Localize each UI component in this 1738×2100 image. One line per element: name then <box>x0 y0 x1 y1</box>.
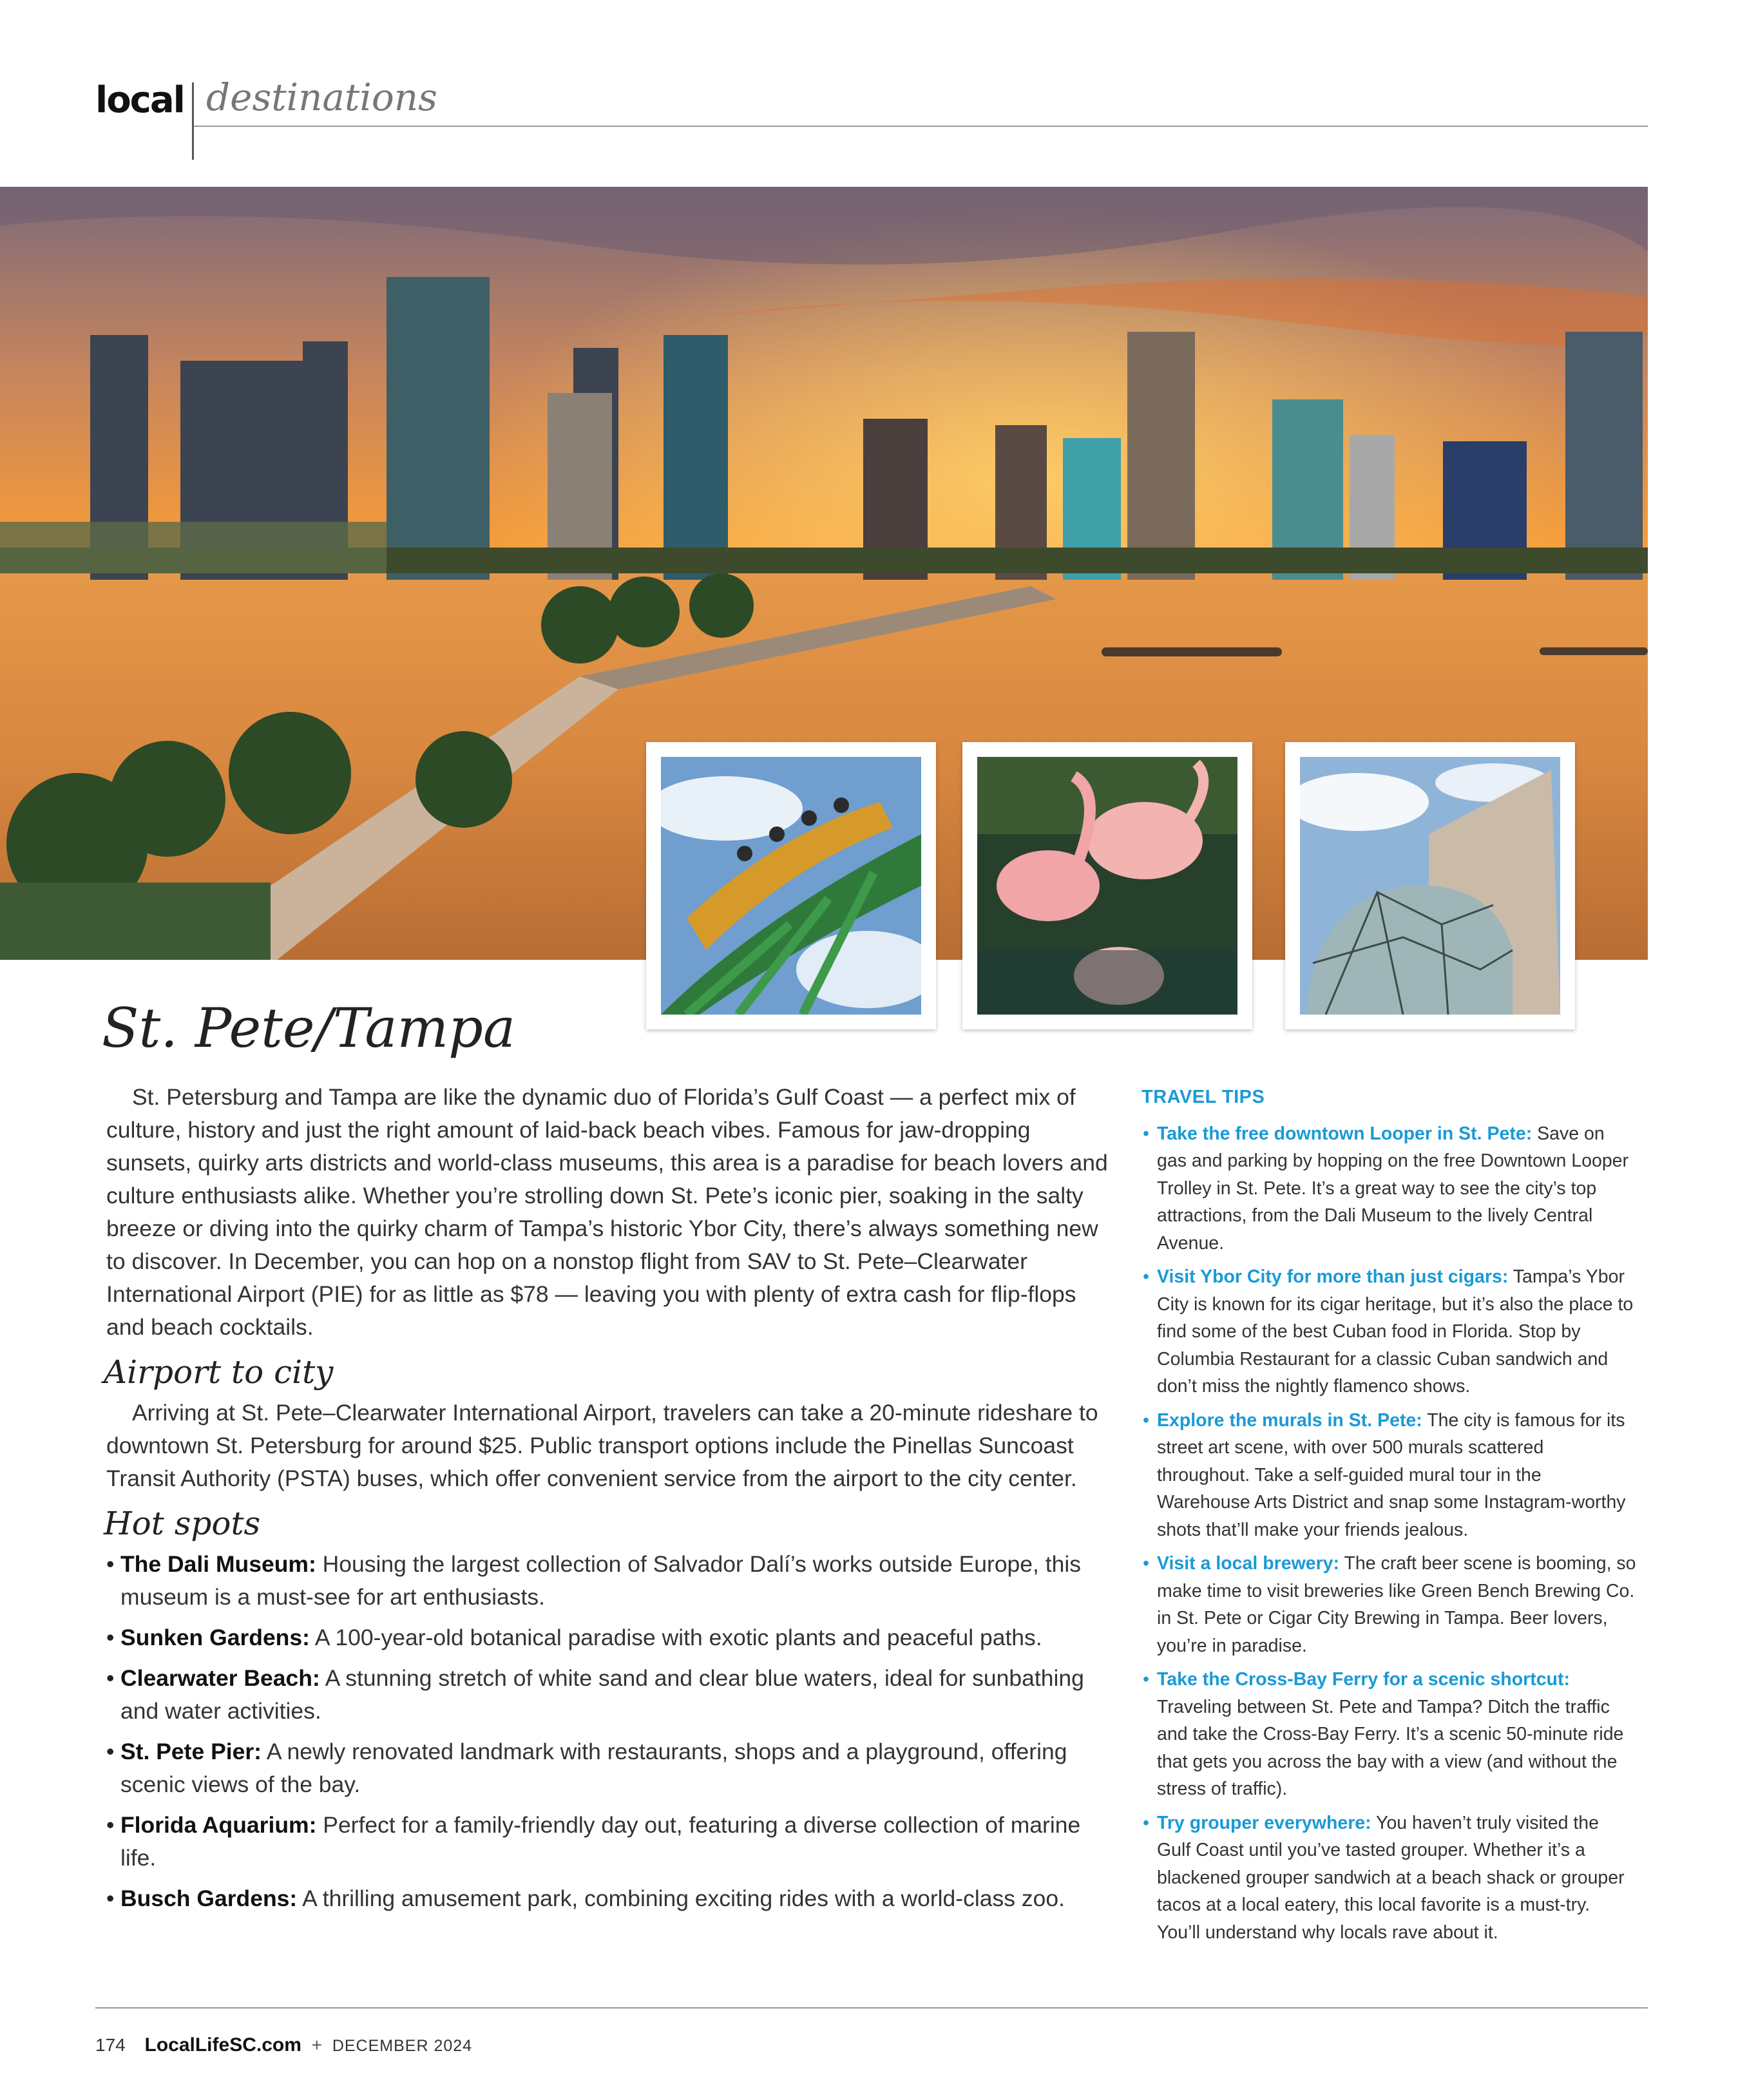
airport-paragraph: Arriving at St. Pete–Clearwater International Airport, travelers can take a 20-minute rideshare to downtown St. Petersburg for around $25. Public transport options include the Pinellas Suncoast Transit Authority (PSTA) buses, which offer convenient service from the airport to the city center. <box>106 1400 1098 1491</box>
page-number: 174 <box>95 2035 126 2055</box>
list-item <box>106 1882 1114 1915</box>
hotspots-list <box>106 1548 1114 1915</box>
hotspot-name: The Dali Museum: <box>120 1551 316 1577</box>
footer <box>95 2036 472 2055</box>
footer-rule <box>95 2007 1648 2009</box>
list-item <box>1141 1120 1636 1257</box>
tip-text: Save on gas and parking by hopping on the free Downtown Looper Trolley in St. Pete. It’s a great way to see the city’s top attractions, from the Dali Museum to the lively Central Avenue. <box>1157 1123 1629 1254</box>
tip-title: Visit a local brewery: <box>1157 1553 1340 1574</box>
issue-date: DECEMBER 2024 <box>332 2037 473 2055</box>
tip-text: Tampa’s Ybor City is known for its cigar heritage, but it’s also the place to find some of the best Cuban food in Florida. Stop by Columbia Restaurant for a classic Cuban sandwich and don’t miss the nightly flamenco shows. <box>1157 1266 1634 1397</box>
travel-tips-sidebar <box>1141 1083 1636 1952</box>
hotspot-name: Clearwater Beach: <box>120 1665 320 1691</box>
section-label: local <box>95 79 184 121</box>
inset-photo-dali-museum <box>1285 742 1575 1029</box>
subsection-label: destinations <box>206 75 437 119</box>
site-link[interactable]: LocalLifeSC.com <box>144 2034 301 2056</box>
article-body <box>106 1081 1114 1923</box>
hotspot-name: Sunken Gardens: <box>120 1625 310 1650</box>
list-item <box>106 1735 1114 1801</box>
tip-title: Take the Cross-Bay Ferry for a scenic shortcut: <box>1157 1669 1570 1690</box>
tip-title: Explore the murals in St. Pete: <box>1157 1409 1422 1431</box>
airport-heading: Airport to city <box>104 1353 334 1391</box>
list-item <box>1141 1407 1636 1544</box>
hotspot-text: A stunning stretch of white sand and clear blue waters, ideal for sunbathing and water activities. <box>120 1665 1084 1724</box>
tip-text: You haven’t truly visited the Gulf Coast until you’ve tasted grouper. Whether it’s a blackened grouper sandwich at a beach shack or grouper tacos at a local eatery, this local favorite is a must-try. You’ll understand why locals rave about it. <box>1157 1812 1625 1943</box>
header-rule <box>193 126 1648 127</box>
hotspot-text: A 100-year-old botanical paradise with exotic plants and peaceful paths. <box>314 1625 1042 1650</box>
tip-title: Visit Ybor City for more than just cigars: <box>1157 1266 1509 1287</box>
tip-text: The city is famous for its street art scene, with over 500 murals scattered throughout. Take a self-guided mural tour in the Warehouse Arts District and snap some Instagram-worthy shots that’ll make your friends jealous. <box>1157 1409 1626 1540</box>
header-divider <box>192 82 194 160</box>
hotspot-name: Busch Gardens: <box>120 1885 298 1911</box>
intro-paragraph: St. Petersburg and Tampa are like the dynamic duo of Florida’s Gulf Coast — a perfect mix of culture, history and just the right amount of laid-back beach vibes. Famous for jaw-dropping sunsets, quirky arts districts and world-class museums, this area is a paradise for beach lovers and culture enthusiasts alike. Whether you’re strolling down St. Pete’s iconic pier, soaking in the salty breeze or diving into the quirky charm of Tampa’s historic Ybor City, there’s always something new to discover. In December, you can hop on a nonstop flight from SAV to St. Pete–Clearwater International Airport (PIE) for as little as $78 — leaving you with plenty of extra cash for flip-flops and beach cocktails. <box>106 1084 1108 1340</box>
tip-text: The craft beer scene is booming, so make time to visit breweries like Green Bench Brewing Co. in St. Pete or Cigar City Brewing in Tampa. Beer lovers, you’re in paradise. <box>1157 1553 1636 1656</box>
list-item <box>106 1809 1114 1875</box>
footer-separator: + <box>311 2035 323 2055</box>
list-item <box>106 1621 1114 1654</box>
list-item <box>106 1662 1114 1728</box>
tip-title: Take the free downtown Looper in St. Pete: <box>1157 1123 1533 1144</box>
list-item <box>106 1548 1114 1614</box>
inset-photo-flamingos <box>962 742 1252 1029</box>
list-item <box>1141 1666 1636 1803</box>
article-title: St. Pete/Tampa <box>102 997 516 1060</box>
list-item <box>1141 1550 1636 1659</box>
tip-text: Traveling between St. Pete and Tampa? Ditch the traffic and take the Cross-Bay Ferry. It’s a scenic 50-minute ride that gets you across the bay with a view (and without the stress of traffic). <box>1157 1696 1624 1799</box>
list-item <box>1141 1809 1636 1947</box>
hotspot-name: St. Pete Pier: <box>120 1739 262 1764</box>
hotspot-text: Perfect for a family-friendly day out, featuring a diverse collection of marine life. <box>120 1812 1081 1871</box>
sidebar-title: TRAVEL TIPS <box>1141 1087 1265 1107</box>
hotspots-heading: Hot spots <box>104 1505 261 1542</box>
inset-photo-roller-coaster <box>646 742 936 1029</box>
tip-title: Try grouper everywhere: <box>1157 1812 1371 1833</box>
hotspot-text: A newly renovated landmark with restaurants, shops and a playground, offering scenic views of the bay. <box>120 1739 1067 1797</box>
hotspot-text: Housing the largest collection of Salvador Dalí’s works outside Europe, this museum is a must-see for art enthusiasts. <box>120 1551 1082 1610</box>
hotspot-text: A thrilling amusement park, combining exciting rides with a world-class zoo. <box>302 1885 1065 1911</box>
list-item <box>1141 1263 1636 1400</box>
hotspot-name: Florida Aquarium: <box>120 1812 317 1838</box>
tips-list <box>1141 1120 1636 1947</box>
